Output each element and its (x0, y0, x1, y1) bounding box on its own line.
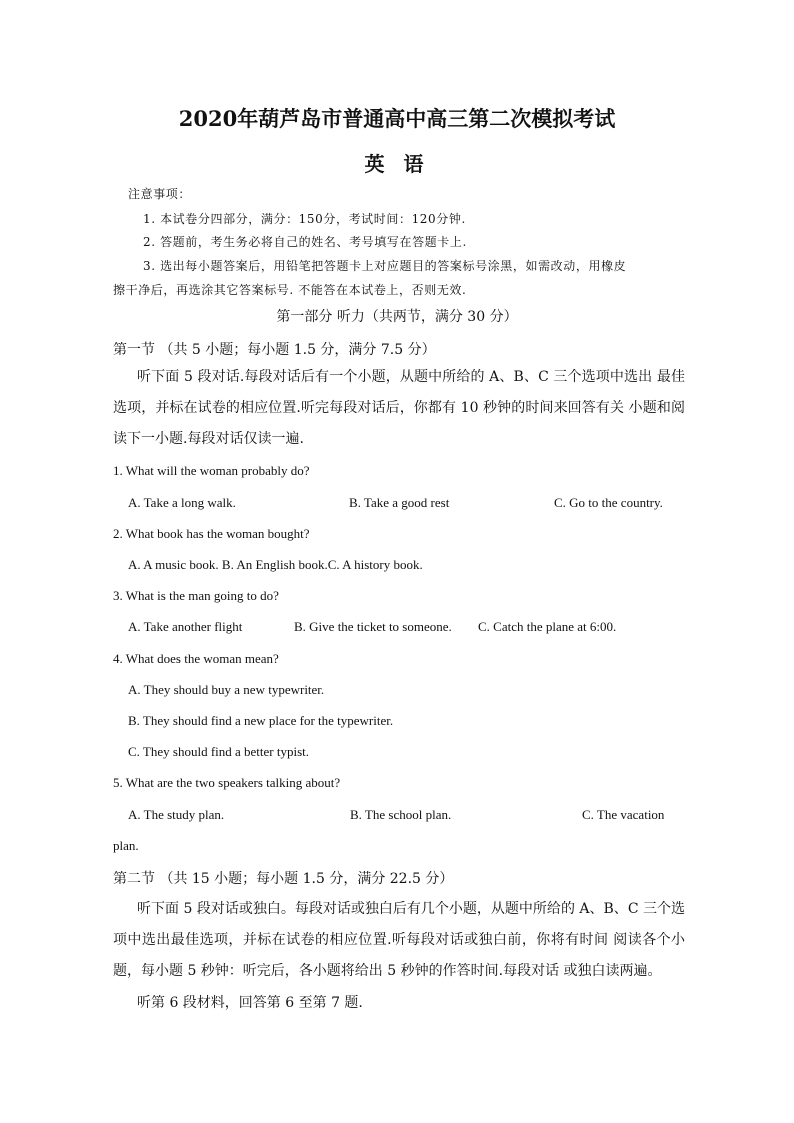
question-4-option-c: C. They should find a better typist. (128, 744, 310, 759)
section2-instructions: 听下面 5 段对话或独白。每段对话或独白后有几个小题，从题中所给的 A、B、C 三个选项中选出最佳选项，并标在试卷的相应位置.听每段对话或独白前，你将有时间 阅读各个小题，每小题 5 秒钟：听完后，各小题将给出 5 秒钟的作答时间.每段对话 或独白读两遍。 (113, 901, 685, 979)
question-4-option-b: B. They should find a new place for the typewriter. (128, 713, 394, 728)
section1-instructions: 听下面 5 段对话.每段对话后有一个小题，从题中所给的 A、B、C 三个选项中选出 最佳选项，并标在试卷的相应位置.听完每段对话后，你都有 10 秒钟的时间来回答有关 小题和阅读下一小题.每段对话仅读一遍. (113, 369, 685, 447)
section1-heading: 第一节 （共 5 小题；每小题 1.5 分，满分 7.5 分） (113, 342, 436, 358)
notice-item-1: 1. 本试卷分四部分，满分：150分，考试时间：120分钟. (143, 212, 466, 226)
question-2-stem: 2. What book has the woman bought? (113, 526, 310, 541)
question-5-option-b: B. The school plan. (350, 807, 452, 822)
part1-title: 第一部分 听力（共两节，满分 30 分） (276, 309, 518, 325)
question-5-option-c: C. The vacation (582, 807, 665, 822)
question-1-stem: 1. What will the woman probably do? (113, 463, 310, 478)
question-5-option-c-continued: plan. (113, 838, 139, 853)
exam-subject: 英 语 (364, 152, 430, 176)
question-1-option-a: A. Take a long walk. (128, 495, 236, 510)
notice-item-2: 2. 答题前，考生务必将自己的姓名、考号填写在答题卡上. (143, 235, 467, 249)
question-3-option-b: B. Give the ticket to someone. (294, 619, 452, 634)
question-2-options: A. A music book. B. An English book.C. A history book. (128, 557, 423, 572)
notice-item-3-continued: 擦干净后，再选涂其它答案标号. 不能答在本试卷上，否则无效. (113, 283, 467, 297)
question-1-option-c: C. Go to the country. (554, 495, 663, 510)
question-3-stem: 3. What is the man going to do? (113, 588, 279, 603)
question-3-option-c: C. Catch the plane at 6:00. (478, 619, 617, 634)
notice-heading: 注意事项： (128, 187, 192, 201)
section2-material-note: 听第 6 段材料，回答第 6 至第 7 题. (137, 995, 363, 1011)
exam-title: 2020年葫芦岛市普通高中高三第二次模拟考试 (178, 106, 616, 131)
question-4-stem: 4. What does the woman mean? (113, 651, 279, 666)
section2-heading: 第二节 （共 15 小题；每小题 1.5 分，满分 22.5 分） (113, 871, 454, 887)
question-5-option-a: A. The study plan. (128, 807, 225, 822)
notice-item-3: 3. 选出每小题答案后，用铅笔把答题卡上对应题目的答案标号涂黑，如需改动，用橡皮 (143, 259, 627, 273)
question-3-option-a: A. Take another flight (128, 619, 243, 634)
question-5-stem: 5. What are the two speakers talking about? (113, 775, 341, 790)
question-4-option-a: A. They should buy a new typewriter. (128, 682, 325, 697)
question-1-option-b: B. Take a good rest (349, 495, 450, 510)
